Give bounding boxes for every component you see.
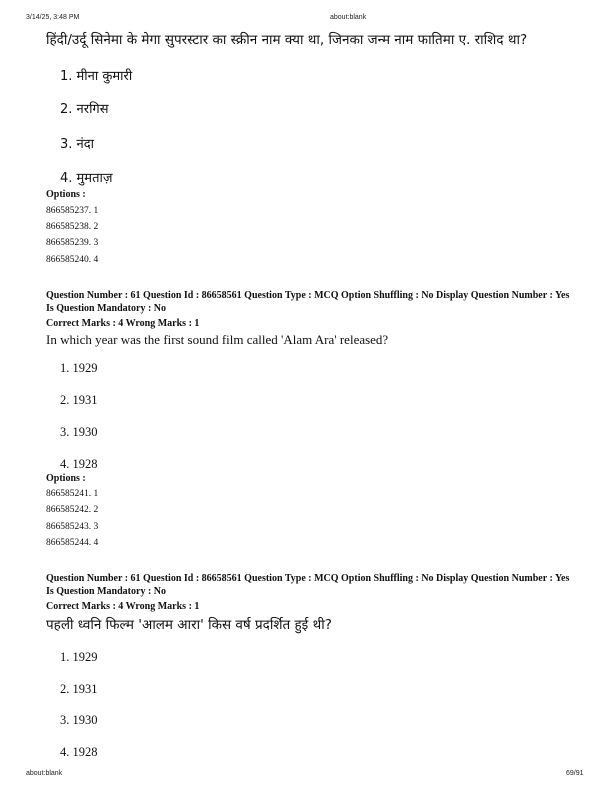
option-2: 2. 1931 [60, 393, 98, 407]
option-4: 4. मुमताज़ [60, 171, 113, 186]
option-3: 3. नंदा [60, 137, 95, 152]
footer-url: about:blank [26, 770, 63, 777]
print-url: about:blank [330, 14, 367, 21]
option-3: 3. 1930 [60, 713, 98, 727]
option-2: 2. नरगिस [60, 102, 109, 117]
option-4: 4. 1928 [60, 745, 98, 759]
question-text-english: In which year was the first sound film called 'Alam Ara' released? [46, 332, 389, 347]
option-id-4: 866585244. 4 [46, 538, 99, 548]
options-label: Options : [46, 189, 86, 200]
question-meta: Question Number : 61 Question Id : 86658561 Question Type : MCQ Option Shuffling : No Display Question Number : Yes Is Question Mandatory : No [46, 573, 570, 597]
page-number: 69/91 [566, 770, 584, 777]
option-3: 3. 1930 [60, 425, 98, 439]
option-1: 1. 1929 [60, 361, 98, 375]
option-id-1: 866585237. 1 [46, 206, 99, 216]
option-1: 1. 1929 [60, 650, 98, 664]
option-id-3: 866585243. 3 [46, 522, 99, 532]
option-id-3: 866585239. 3 [46, 238, 99, 248]
option-id-2: 866585242. 2 [46, 505, 99, 515]
option-id-2: 866585238. 2 [46, 222, 99, 232]
option-id-1: 866585241. 1 [46, 489, 99, 499]
option-2: 2. 1931 [60, 682, 98, 696]
option-4: 4. 1928 [60, 457, 98, 471]
print-datetime: 3/14/25, 3:48 PM [26, 14, 80, 21]
option-id-4: 866585240. 4 [46, 255, 99, 265]
option-1: 1. मीना कुमारी [60, 69, 133, 84]
question-marks: Correct Marks : 4 Wrong Marks : 1 [46, 601, 200, 612]
options-label: Options : [46, 473, 86, 484]
question-marks: Correct Marks : 4 Wrong Marks : 1 [46, 318, 200, 329]
question-text-hindi-2: पहली ध्वनि फिल्म 'आलम आरा' किस वर्ष प्रदर्शित हुई थी? [46, 617, 332, 633]
question-text-hindi-1: हिंदी/उर्दू सिनेमा के मेगा सुपरस्टार का स्क्रीन नाम क्या था, जिनका जन्म नाम फातिमा ए. राशिद था? [46, 32, 528, 48]
question-meta: Question Number : 61 Question Id : 86658561 Question Type : MCQ Option Shuffling : No Display Question Number : Yes Is Question Mandatory : No [46, 290, 570, 314]
